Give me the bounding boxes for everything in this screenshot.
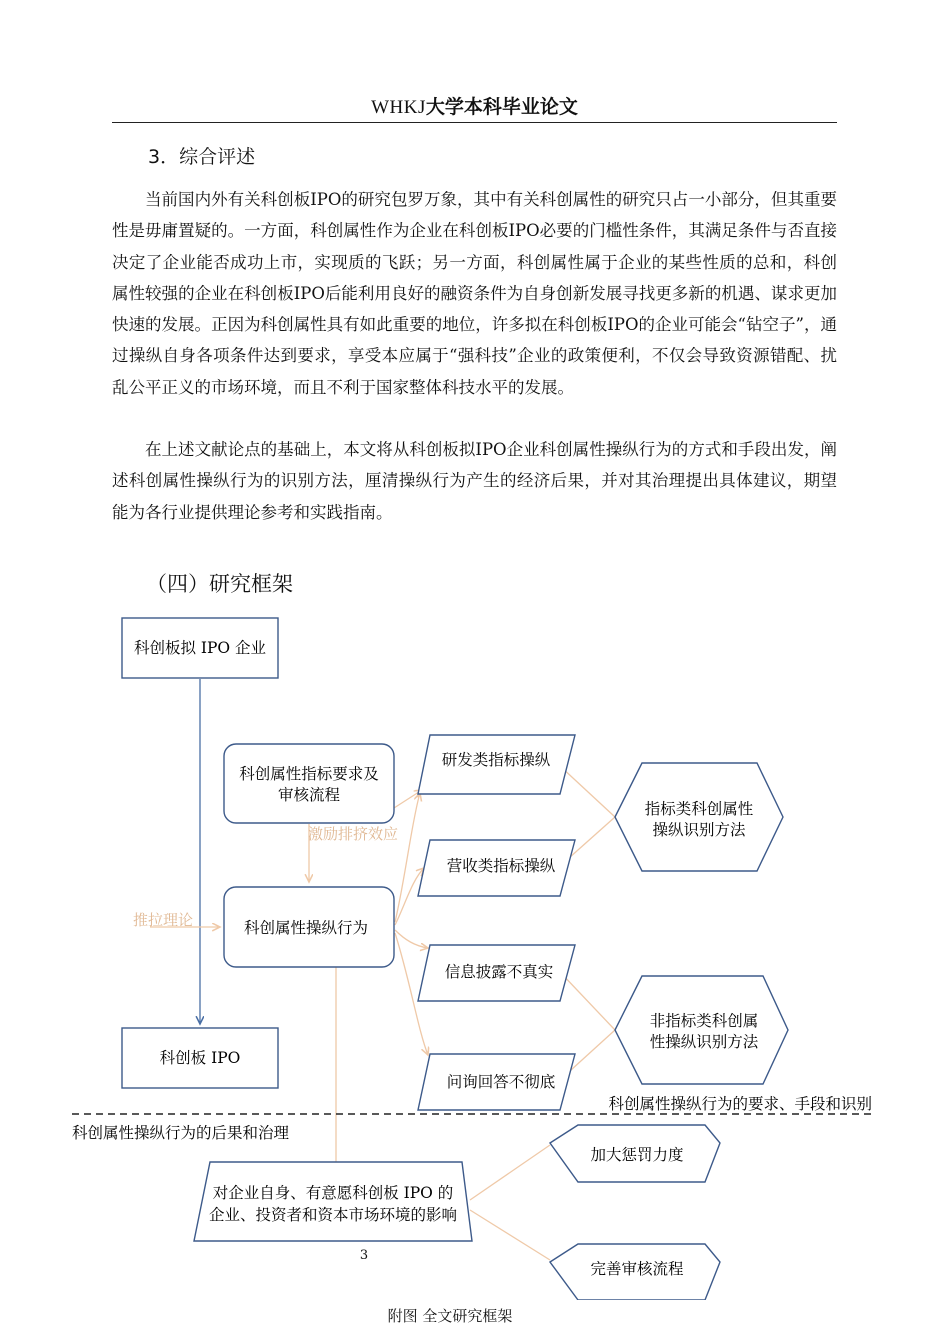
svg-text:问询回答不彻底: 问询回答不彻底 <box>446 1073 556 1091</box>
svg-text:性操纵识别方法: 性操纵识别方法 <box>649 1033 759 1051</box>
label-incentive: 激励排挤效应 <box>308 825 399 843</box>
node-ipo-company <box>122 618 278 678</box>
svg-text:研发类指标操纵: 研发类指标操纵 <box>441 751 551 769</box>
node-indicator-method <box>615 763 783 871</box>
arrow-behavior-to-disclosure <box>395 930 428 948</box>
svg-text:科创属性指标要求及: 科创属性指标要求及 <box>239 765 379 783</box>
running-header <box>112 94 837 123</box>
svg-text:企业、投资者和资本市场环境的影响: 企业、投资者和资本市场环境的影响 <box>208 1206 458 1224</box>
svg-text:完善审核流程: 完善审核流程 <box>590 1260 684 1278</box>
node-impact <box>194 1162 472 1241</box>
node-requirements <box>224 744 394 823</box>
svg-text:指标类科创属性: 指标类科创属性 <box>644 800 754 818</box>
svg-text:营收类指标操纵: 营收类指标操纵 <box>446 857 556 875</box>
node-ipo <box>122 1028 278 1088</box>
node-nonindicator-method <box>615 976 788 1084</box>
arrow-behavior-to-rd <box>395 793 420 922</box>
paragraph-1: 当前国内外有关科创板IPO的研究包罗万象，其中有关科创属性的研究只占一小部分，但其重要性是毋庸置疑的。一方面，科创属性作为企业在科创板IPO必要的门槛性条件，其满足条件与否直接决定了企业能否成功上市，实现质的飞跃；另一方面，科创属性属于企业的某些性质的总和，科创属性较强的企业在科创板IPO后能利用良好的融资条件为自身创新发展寻找更多新的机遇、谋求更加快速的发展。正因为科创属性具有如此重要的地位，许多拟在科创板IPO的企业可能会“钻空子”，通过操纵自身各项条件达到要求，享受本应属于“强科技”企业的政策便利，不仅会导致资源错配、扰乱公平正义的市场环境，而且不利于国家整体科技水平的发展。 <box>112 190 837 397</box>
svg-text:对企业自身、有意愿科创板 IPO 的: 对企业自身、有意愿科创板 IPO 的 <box>212 1184 454 1202</box>
label-upper-section: 科创属性操纵行为的要求、手段和识别 <box>608 1095 872 1113</box>
svg-text:加大惩罚力度: 加大惩罚力度 <box>590 1146 684 1164</box>
figure-caption: 附图 全文研究框架 <box>387 1307 513 1325</box>
page-number: 3 <box>359 1248 369 1263</box>
svg-text:科创属性操纵行为: 科创属性操纵行为 <box>243 919 369 937</box>
node-inquiry <box>418 1054 575 1110</box>
node-penalty <box>550 1125 720 1182</box>
svg-text:非指标类科创属: 非指标类科创属 <box>649 1012 759 1030</box>
header-cjk: 大学本科毕业论文 <box>425 96 578 118</box>
svg-text:信息披露不真实: 信息披露不真实 <box>444 963 554 981</box>
node-disclosure <box>418 945 575 1001</box>
node-behavior <box>224 887 394 967</box>
line-rd-to-method <box>560 766 615 817</box>
node-rd <box>418 735 575 794</box>
label-lower-section: 科创属性操纵行为的后果和治理 <box>72 1124 290 1142</box>
header-latin: WHKJ <box>371 97 426 118</box>
line-impact-to-penalty <box>470 1145 550 1200</box>
paragraph-2: 在上述文献论点的基础上，本文将从科创板拟IPO企业科创属性操纵行为的方式和手段出发，阐述科创属性操纵行为的识别方法，厘清操纵行为产生的经济后果，并对其治理提出具体建议，期望能为各行业提供理论参考和实践指南。 <box>112 440 837 522</box>
svg-text:操纵识别方法: 操纵识别方法 <box>652 821 746 839</box>
framework-heading: （四）研究框架 <box>146 572 293 596</box>
label-pushpull: 推拉理论 <box>133 911 194 929</box>
framework-diagram <box>0 600 950 1300</box>
svg-text:科创板拟 IPO 企业: 科创板拟 IPO 企业 <box>133 639 267 657</box>
svg-text:审核流程: 审核流程 <box>277 786 341 804</box>
section-heading: 3．综合评述 <box>148 146 256 168</box>
svg-text:科创板 IPO: 科创板 IPO <box>159 1049 241 1067</box>
node-revenue <box>418 840 575 896</box>
line-disclosure-to-method <box>560 972 615 1030</box>
